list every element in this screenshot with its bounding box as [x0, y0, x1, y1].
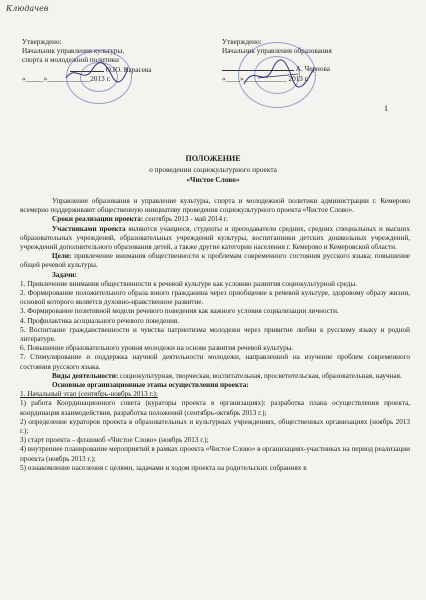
participants-label: Участниками проекта	[52, 224, 126, 233]
project-name: «Чистое Слово»	[186, 175, 240, 184]
approval-right-label: Утверждено:	[222, 38, 262, 46]
activities-paragraph	[20, 372, 410, 381]
approval-left-label: Утверждено:	[22, 38, 62, 46]
approval-left-date: «_____»____________2013 г.	[22, 74, 111, 83]
task-item: 4. Профилактика асоциального речевого поведения.	[20, 316, 180, 325]
tasks-label: Задачи:	[52, 270, 77, 279]
stage-item: 3) старт проекта – флэшмоб «Чистое Слово» (ноябрь 2013 г.);	[20, 436, 209, 445]
task-item: 7. Стимулирование и поддержка научной деятельности молодежи, направленной на изучение проблем современного состояния русского языка.	[20, 353, 410, 371]
terms-label: Сроки реализации проекта:	[52, 215, 144, 224]
signature-right	[238, 58, 318, 92]
stage-1-title: 1. Начальный этап (сентябрь-ноябрь 2013 г.):	[20, 390, 158, 399]
task-item: 2. Формирование положительного образа юного гражданина через приобщение к речевой культуре, здоровому образу жизни, основой которого является духовно-нравственное развитие.	[20, 289, 410, 307]
participants-paragraph	[20, 225, 410, 253]
terms-value: сентябрь 2013 - май 2014 г.	[143, 215, 228, 224]
activities-label: Виды деятельности:	[52, 371, 119, 380]
document-subtitle: о проведении социокультурного проекта	[149, 165, 277, 174]
approval-right-position: Начальник управления образования	[222, 47, 332, 56]
task-item: 3. Формирование позитивной модели речевого поведения как важного условия социализации личности.	[20, 307, 339, 316]
approval-left-position: Начальник управления культуры,	[22, 47, 125, 56]
stage-item: 4) внутреннее планирование мероприятий в рамках проекта «Чистое Слово» в организациях-участниках на период реализации проекта (ноябрь 2013 г.);	[20, 445, 410, 463]
task-item: 5. Воспитание гражданственности и чувства патриотизма молодежи через привитие любви к русскому языку и родной литературе.	[20, 325, 410, 344]
stage-item: 1) работа Координационного совета (кураторы проекта в организациях): разработка плана осуществления проекта, координация взаимодействия, разработка положений (сентябрь-октябрь 2013 г.);	[20, 399, 410, 417]
task-item: 6. Повышение образовательного уровня молодежи на основе развития речевой культуры.	[20, 344, 294, 353]
participants-text: являются учащиеся, студенты и преподаватели средних, средних специальных и высших образовательных учреждений, образовательных учреждений культуры, воспитанники детских дошкольных учреждений, учреждений дополнительного образования детей, а также другие категории населения г. Кемерово и Кемеровской области.	[20, 224, 410, 252]
goal-paragraph	[20, 252, 410, 270]
goal-label: Цели:	[52, 252, 72, 261]
approval-left-position-2: спорта и молодежной политики	[22, 56, 120, 65]
page-number: 1	[384, 104, 388, 113]
handwritten-note: Клюдачев	[6, 4, 49, 13]
stages-heading: Основные организационные этапы осуществления проекта:	[52, 381, 249, 390]
activities-text: социокультурная, творческая, воспитательная, просветительская, образовательная, научная.	[118, 371, 402, 380]
terms-paragraph	[20, 215, 410, 224]
document-title: ПОЛОЖЕНИЕ	[185, 154, 241, 163]
document-body	[20, 197, 410, 473]
approval-left-name: О.Ю. Карасева	[105, 65, 152, 74]
approval-right-name: А. Чернова	[295, 65, 330, 74]
signature-left	[62, 60, 132, 86]
approval-right-date: «____»____________ 2013 г.	[222, 74, 309, 83]
stage-item: 2) определение кураторов проекта в образовательных и культурных учреждениях, общественных организациях (ноябрь 2013 г.);	[20, 417, 410, 436]
goal-text: привлечение внимания общественности к проблемам современного состояния русского языка; повышение общей речевой культуры.	[20, 252, 410, 270]
stage-item: 5) ознакомление населения с целями, задачами и ходом проекта на родительских собраниях в	[20, 463, 307, 472]
task-item: 1. Привлечение внимания общественности к речевой культуре как условию развития социокультурной среды.	[20, 279, 357, 288]
intro-paragraph: Управление образования и управление культуры, спорта и молодежной политики администрации г. Кемерово всемерно поддерживают общественную инициативу проведения социокультурного проекта «Чистое Слово».	[20, 197, 410, 215]
